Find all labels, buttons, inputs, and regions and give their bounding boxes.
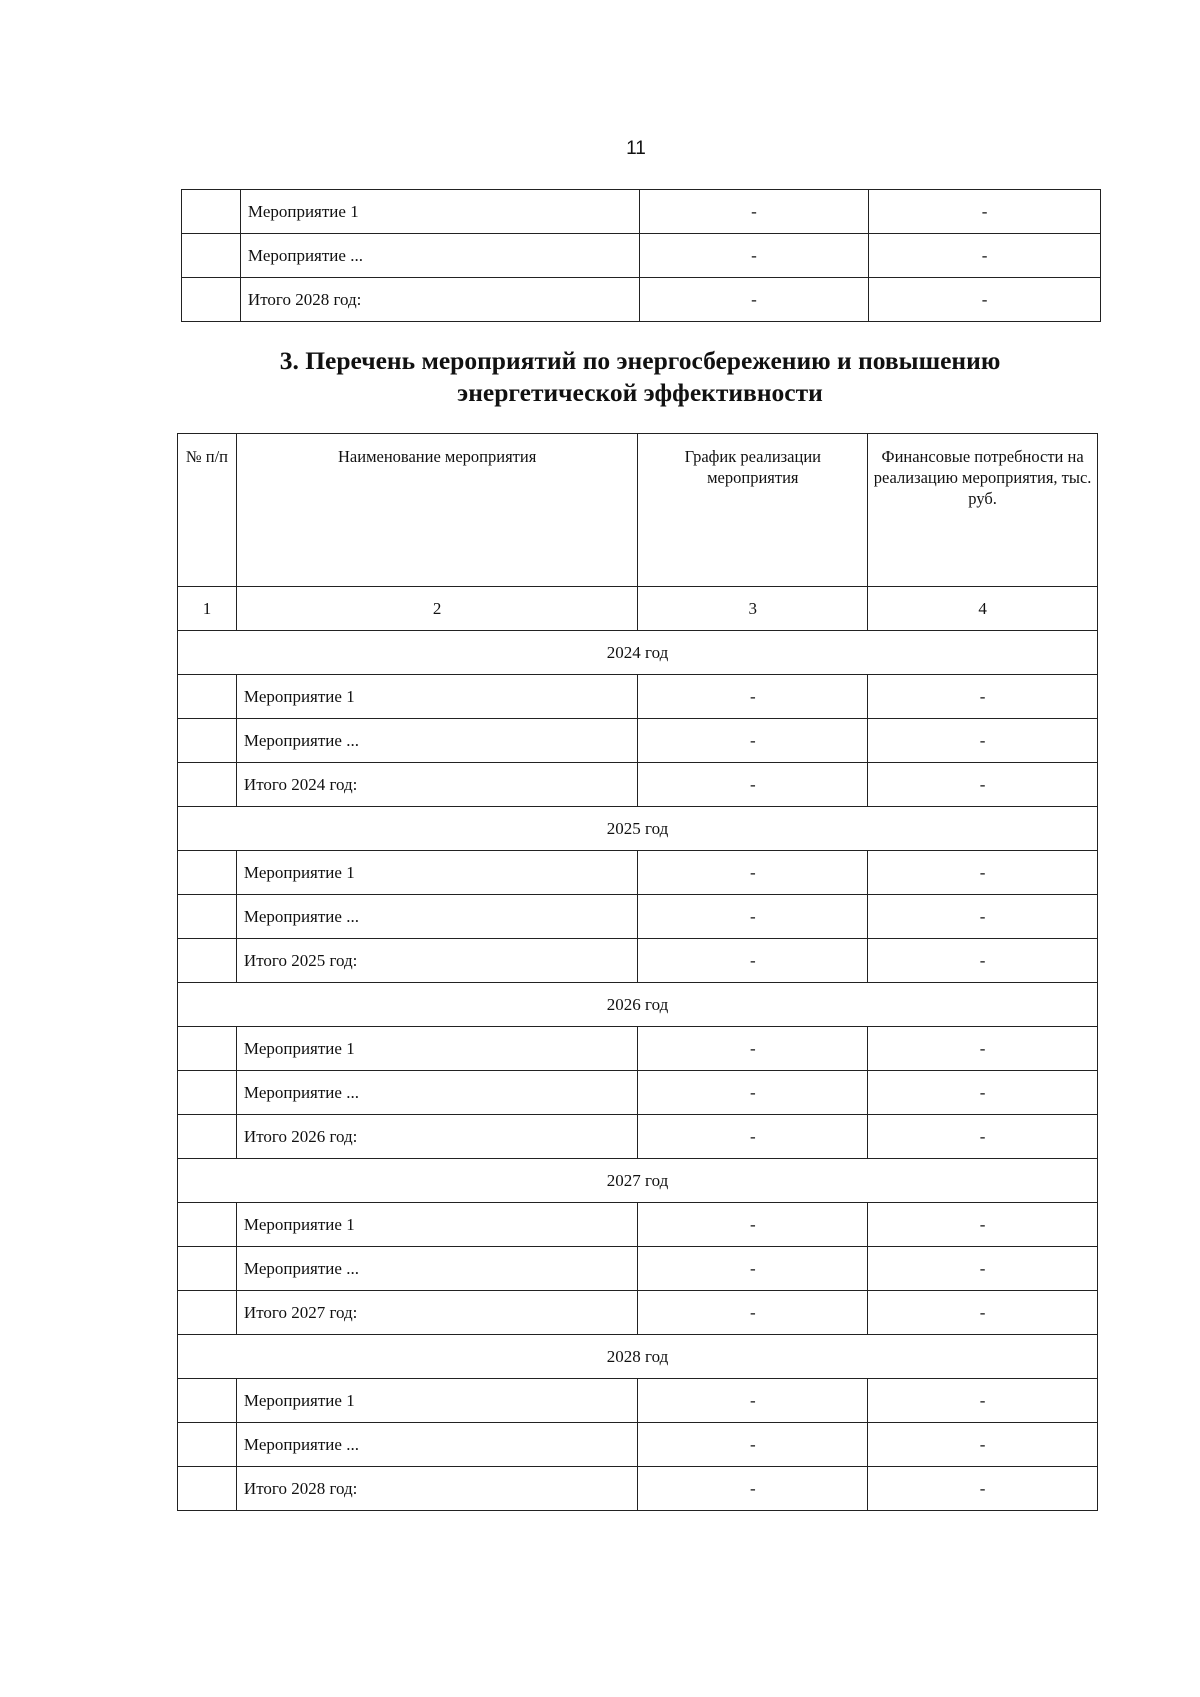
finance-cell: - xyxy=(868,675,1098,719)
num-cell xyxy=(178,1071,237,1115)
schedule-cell: - xyxy=(638,1379,868,1423)
name-cell: Мероприятие ... xyxy=(236,1071,638,1115)
num-cell xyxy=(178,1247,237,1291)
schedule-cell: - xyxy=(638,719,868,763)
col-number-3: 3 xyxy=(638,587,868,631)
finance-cell: - xyxy=(868,939,1098,983)
header-finance: Финансовые потребности на реализацию мероприятия, тыс. руб. xyxy=(868,434,1098,587)
table-row xyxy=(178,719,1098,763)
table-row xyxy=(178,675,1098,719)
name-cell: Мероприятие 1 xyxy=(236,1027,638,1071)
section-title-line2: энергетической эффективности xyxy=(457,378,823,407)
table-row xyxy=(178,1071,1098,1115)
column-numbers-row xyxy=(178,587,1098,631)
measures-table xyxy=(177,433,1098,1511)
table-row xyxy=(178,1467,1098,1511)
schedule-cell: - xyxy=(638,1247,868,1291)
name-cell: Мероприятие ... xyxy=(236,1423,638,1467)
finance-cell: - xyxy=(868,1203,1098,1247)
num-cell xyxy=(178,1027,237,1071)
name-cell: Итого 2025 год: xyxy=(236,939,638,983)
schedule-cell: - xyxy=(638,851,868,895)
name-cell: Мероприятие ... xyxy=(236,895,638,939)
name-cell: Мероприятие 1 xyxy=(240,190,639,234)
num-cell xyxy=(178,763,237,807)
section-title-line1: 3. Перечень мероприятий по энергосбережению и повышению xyxy=(279,346,1001,375)
year-label: 2028 год xyxy=(178,1335,1098,1379)
finance-cell: - xyxy=(868,1115,1098,1159)
schedule-cell: - xyxy=(638,1291,868,1335)
year-label: 2026 год xyxy=(178,983,1098,1027)
name-cell: Мероприятие 1 xyxy=(236,1379,638,1423)
finance-cell: - xyxy=(869,190,1101,234)
table-row xyxy=(178,895,1098,939)
table-row xyxy=(178,1291,1098,1335)
num-cell xyxy=(178,939,237,983)
year-row xyxy=(178,631,1098,675)
finance-cell: - xyxy=(869,234,1101,278)
finance-cell: - xyxy=(868,851,1098,895)
table-row xyxy=(178,1379,1098,1423)
year-row xyxy=(178,1159,1098,1203)
table-row xyxy=(178,851,1098,895)
name-cell: Мероприятие 1 xyxy=(236,851,638,895)
schedule-cell: - xyxy=(639,234,869,278)
table-row xyxy=(178,1203,1098,1247)
col-number-4: 4 xyxy=(868,587,1098,631)
finance-cell: - xyxy=(868,719,1098,763)
table-row xyxy=(178,1247,1098,1291)
num-cell xyxy=(178,1203,237,1247)
table-row xyxy=(182,278,1101,322)
schedule-cell: - xyxy=(638,939,868,983)
table-row xyxy=(178,1027,1098,1071)
page-number: 11 xyxy=(626,138,646,159)
name-cell: Мероприятие 1 xyxy=(236,1203,638,1247)
name-cell: Мероприятие ... xyxy=(236,1247,638,1291)
name-cell: Итого 2026 год: xyxy=(236,1115,638,1159)
num-cell xyxy=(178,675,237,719)
continued-table xyxy=(181,189,1101,322)
finance-cell: - xyxy=(868,763,1098,807)
table-row xyxy=(182,234,1101,278)
header-row xyxy=(178,434,1098,587)
header-schedule: График реализации мероприятия xyxy=(638,434,868,587)
header-num: № п/п xyxy=(178,434,237,587)
schedule-cell: - xyxy=(638,1115,868,1159)
schedule-cell: - xyxy=(638,1467,868,1511)
num-cell xyxy=(178,719,237,763)
schedule-cell: - xyxy=(638,1423,868,1467)
year-label: 2024 год xyxy=(178,631,1098,675)
schedule-cell: - xyxy=(638,1071,868,1115)
num-cell xyxy=(178,1379,237,1423)
finance-cell: - xyxy=(868,1027,1098,1071)
schedule-cell: - xyxy=(638,895,868,939)
year-label: 2025 год xyxy=(178,807,1098,851)
name-cell: Мероприятие ... xyxy=(236,719,638,763)
name-cell: Мероприятие 1 xyxy=(236,675,638,719)
finance-cell: - xyxy=(868,1071,1098,1115)
num-cell xyxy=(178,1291,237,1335)
num-cell xyxy=(182,234,241,278)
finance-cell: - xyxy=(868,1291,1098,1335)
schedule-cell: - xyxy=(639,190,869,234)
finance-cell: - xyxy=(868,1467,1098,1511)
year-label: 2027 год xyxy=(178,1159,1098,1203)
schedule-cell: - xyxy=(638,675,868,719)
schedule-cell: - xyxy=(638,763,868,807)
col-number-1: 1 xyxy=(178,587,237,631)
col-number-2: 2 xyxy=(236,587,638,631)
name-cell: Итого 2027 год: xyxy=(236,1291,638,1335)
finance-cell: - xyxy=(868,1423,1098,1467)
num-cell xyxy=(178,1467,237,1511)
section-title xyxy=(230,345,1050,409)
schedule-cell: - xyxy=(639,278,869,322)
header-name: Наименование мероприятия xyxy=(236,434,638,587)
year-row xyxy=(178,983,1098,1027)
finance-cell: - xyxy=(868,895,1098,939)
name-cell: Итого 2024 год: xyxy=(236,763,638,807)
table-row xyxy=(178,763,1098,807)
schedule-cell: - xyxy=(638,1027,868,1071)
num-cell xyxy=(178,1423,237,1467)
num-cell xyxy=(178,1115,237,1159)
table-row xyxy=(178,939,1098,983)
table-row xyxy=(182,190,1101,234)
num-cell xyxy=(182,278,241,322)
name-cell: Мероприятие ... xyxy=(240,234,639,278)
finance-cell: - xyxy=(868,1247,1098,1291)
finance-cell: - xyxy=(868,1379,1098,1423)
schedule-cell: - xyxy=(638,1203,868,1247)
table-row xyxy=(178,1115,1098,1159)
finance-cell: - xyxy=(869,278,1101,322)
num-cell xyxy=(182,190,241,234)
table-row xyxy=(178,1423,1098,1467)
name-cell: Итого 2028 год: xyxy=(236,1467,638,1511)
num-cell xyxy=(178,851,237,895)
num-cell xyxy=(178,895,237,939)
name-cell: Итого 2028 год: xyxy=(240,278,639,322)
year-row xyxy=(178,1335,1098,1379)
year-row xyxy=(178,807,1098,851)
